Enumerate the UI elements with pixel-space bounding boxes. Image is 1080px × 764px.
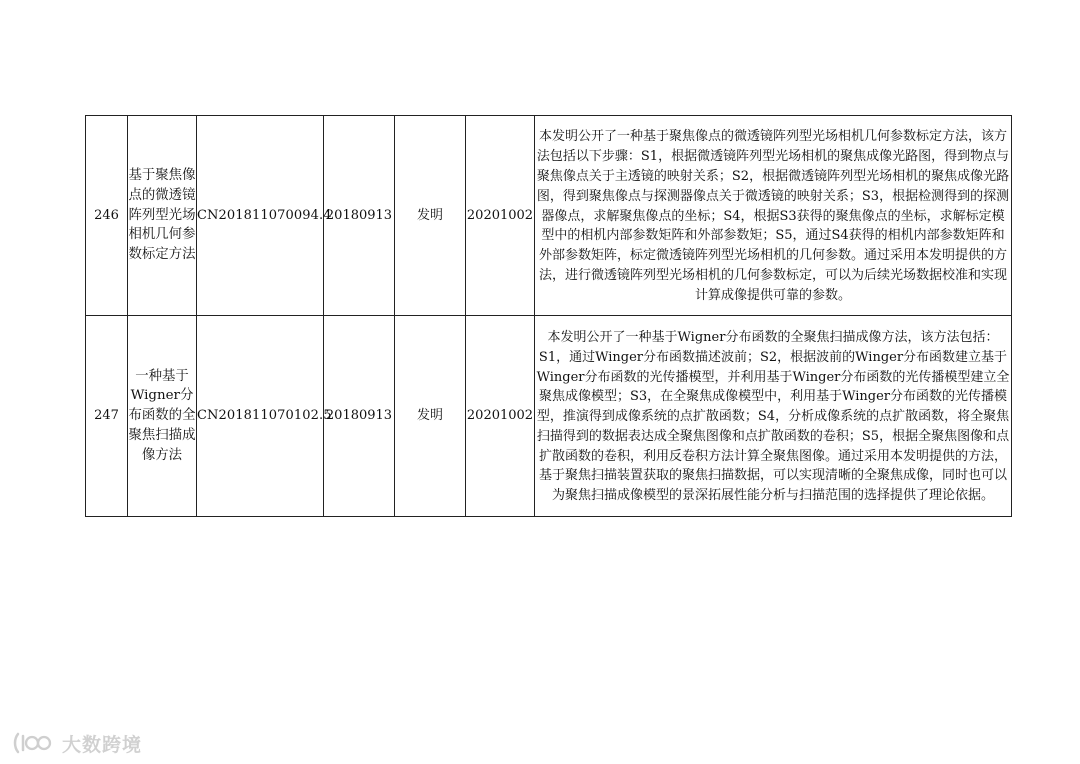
abstract-text: 本发明公开了一种基于Wigner分布函数的全聚焦扫描成像方法，该方法包括：S1，通过Winger分布函数描述波前；S2，根据波前的Winger分布函数建立基于Winger分布函数的光传播模型，并利用基于Winger分布函数的光传播模型建立全聚焦成像模型；S3，在全聚焦成像模型中，利用基于Winger分布函数的光传播模型，推演得到成像系统的点扩散函数；S4，分析成像系统的点扩散函数，将全聚焦扫描得到的数据表达成全聚焦图像和点扩散函数的卷积；S5，根据全聚焦图像和点扩散函数的卷积，利用反卷积方法计算全聚焦图像。通过采用本发明提供的方法，基于聚焦扫描装置获取的聚焦扫描数据，可以实现清晰的全聚焦成像，同时也可以为聚焦扫描成像模型的景深拓展性能分析与扫描范围的选择提供了理论依据。 [536, 329, 1010, 504]
brand-logo-icon [12, 730, 58, 756]
grant-date-cell: 20201002 [466, 316, 535, 517]
application-date-cell: 20180913 [324, 116, 395, 316]
watermark-text: 大数跨境 [62, 733, 143, 756]
application-number-cell: CN201811070094.4 [197, 116, 324, 316]
table-row [86, 316, 1012, 517]
row-number-cell: 246 [86, 116, 128, 316]
patent-title-cell: 一种基于Wigner分布函数的全聚焦扫描成像方法 [128, 316, 197, 517]
table-row [86, 116, 1012, 316]
patent-type-cell: 发明 [395, 316, 466, 517]
application-date-cell: 20180913 [324, 316, 395, 517]
grant-date-cell: 20201002 [466, 116, 535, 316]
abstract-cell [535, 316, 1012, 517]
abstract-text: 本发明公开了一种基于聚焦像点的微透镜阵列型光场相机几何参数标定方法，该方法包括以下步骤：S1，根据微透镜阵列型光场相机的聚焦成像光路图，得到物点与聚焦像点关于主透镜的映射关系；S2，根据微透镜阵列型光场相机的聚焦成像光路图，得到聚焦像点与探测器像点关于微透镜的映射关系；S3，根据检测得到的探测器像点，求解聚焦像点的坐标；S4，根据S3获得的聚焦像点的坐标，求解标定模型中的相机内部参数矩阵和外部参数矩；S5，通过S4获得的相机内部参数矩阵和外部参数矩阵，标定微透镜阵列型光场相机的几何参数。通过采用本发明提供的方法，进行微透镜阵列型光场相机的几何参数标定，可以为后续光场数据校准和实现计算成像提供可靠的参数。 [536, 129, 1010, 303]
patent-title-cell: 基于聚焦像点的微透镜阵列型光场相机几何参数标定方法 [128, 116, 197, 316]
watermark [12, 728, 142, 758]
patent-type-cell: 发明 [395, 116, 466, 316]
patent-table [85, 115, 1012, 517]
row-number-cell: 247 [86, 316, 128, 517]
abstract-cell [535, 116, 1012, 316]
application-number-cell: CN201811070102.5 [197, 316, 324, 517]
